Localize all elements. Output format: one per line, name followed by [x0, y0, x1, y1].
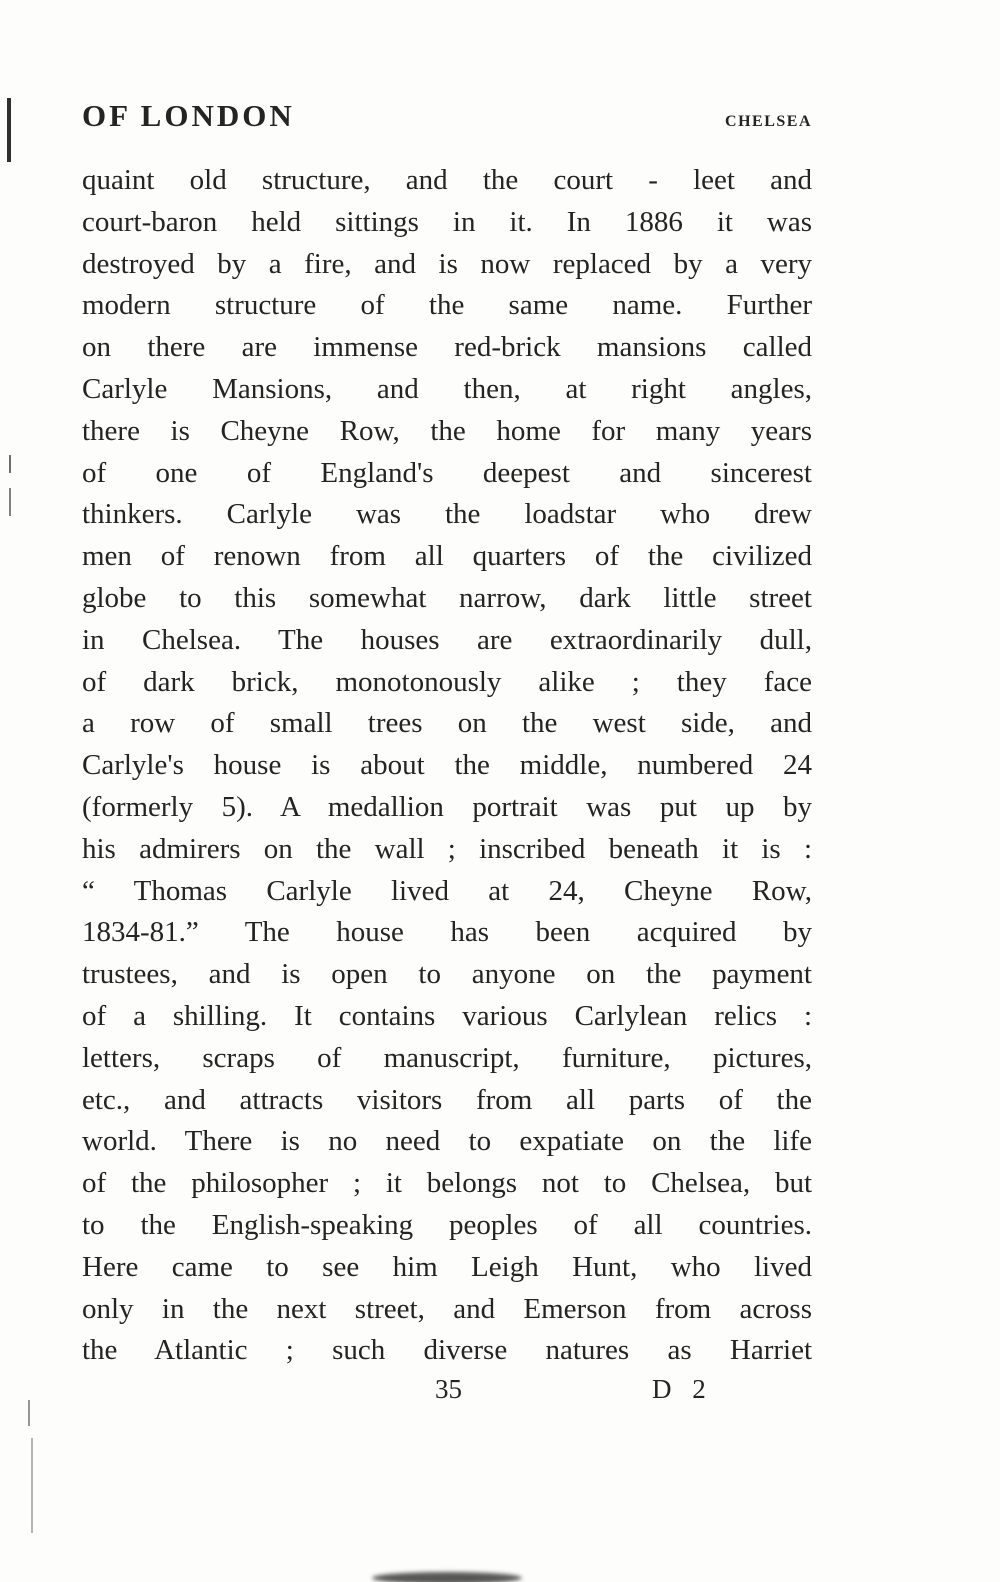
printer-signature: D 2 [652, 1374, 713, 1404]
text-line: his admirers on the wall ; inscribed beneath it is : [82, 832, 812, 865]
text-line: Here came to see him Leigh Hunt, who lived [82, 1250, 812, 1283]
text-line: 1834-81.” The house has been acquired by [82, 916, 812, 949]
scan-artifact [372, 1572, 522, 1582]
text-line: Carlyle's house is about the middle, numbered 24 [82, 749, 812, 782]
text-line: of one of England's deepest and sincerest [82, 456, 812, 489]
text-line: thinkers. Carlyle was the loadstar who drew [82, 498, 812, 531]
text-line: “ Thomas Carlyle lived at 24, Cheyne Row, [82, 874, 812, 907]
text-line: globe to this somewhat narrow, dark little street [82, 581, 812, 614]
scan-artifact [7, 98, 11, 162]
text-line: quaint old structure, and the court - leet and [82, 164, 812, 196]
text-line: court-baron held sittings in it. In 1886 it was [82, 205, 812, 238]
page-header [82, 98, 812, 134]
page-number: 35 [435, 1374, 462, 1404]
scan-artifact [9, 455, 11, 473]
text-line: destroyed by a fire, and is now replaced by a very [82, 247, 812, 280]
text-line: etc., and attracts visitors from all parts of the [82, 1083, 812, 1116]
scan-artifact [28, 1400, 30, 1426]
text-line: to the English-speaking peoples of all countries. [82, 1208, 812, 1241]
text-line: only in the next street, and Emerson from across [82, 1292, 812, 1325]
running-head: CHELSEA [725, 113, 812, 130]
text-line: Carlyle Mansions, and then, at right angles, [82, 372, 812, 405]
text-line: there is Cheyne Row, the home for many years [82, 414, 812, 447]
text-line: of dark brick, monotonously alike ; they face [82, 665, 812, 698]
text-line: the Atlantic ; such diverse natures as Harriet [82, 1334, 812, 1367]
text-line: in Chelsea. The houses are extraordinarily dull, [82, 623, 812, 656]
text-line: world. There is no need to expatiate on the life [82, 1125, 812, 1158]
body-text [82, 160, 812, 1372]
text-line: (formerly 5). A medallion portrait was put up by [82, 790, 812, 823]
text-line: of the philosopher ; it belongs not to Chelsea, but [82, 1167, 812, 1200]
text-line: a row of small trees on the west side, and [82, 707, 812, 740]
page-title: OF LONDON [82, 98, 295, 133]
text-line: trustees, and is open to anyone on the payment [82, 958, 812, 991]
scan-artifact [31, 1438, 33, 1533]
text-line: men of renown from all quarters of the civilized [82, 540, 812, 573]
text-line: of a shilling. It contains various Carlylean relics : [82, 999, 812, 1032]
text-line: letters, scraps of manuscript, furniture, pictures, [82, 1041, 812, 1074]
scan-artifact [9, 488, 11, 516]
text-line: on there are immense red-brick mansions called [82, 331, 812, 364]
page-footer [82, 1374, 812, 1416]
text-line: modern structure of the same name. Further [82, 289, 812, 322]
